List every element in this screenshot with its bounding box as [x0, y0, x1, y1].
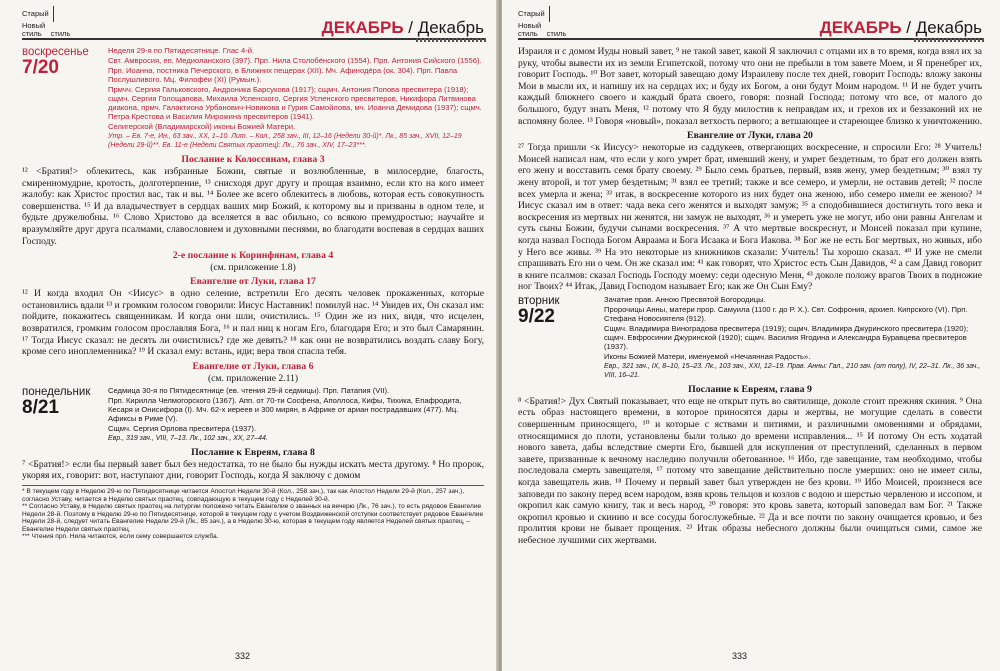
section-ref: (см. приложение 2.11) [207, 372, 299, 384]
section-title: Послание к Евреям, глава 9 [688, 383, 812, 395]
day-date: 9/22 [518, 305, 555, 327]
day-name: понедельник [22, 385, 91, 398]
page-left [0, 0, 498, 671]
style-legend: СтарыйНовый стиль стиль [22, 6, 80, 38]
page-right [502, 0, 1000, 671]
readings: Евр., 319 зач., VIII, 7–13. Лк., 102 зач., XX, 27–44. [108, 434, 268, 442]
page-header [518, 8, 982, 40]
footnotes: * В текущем году в Неделю 29-ю по Пятидесятнице читается Апостол Недели 30-й (Кол., 258 зач.), так как Апостол Недели 29-й (Кол., 257 зач.), согласно Уставу, читается в Неделю святых праотец, совпадающую в текущем году с Неделей 30-й. ** Согласно Уставу, в Неделю святых праотец на литургии положено читать Евангелие о званных на вечерю (Лк., 76 зач.), то есть рядовое Евангелие Недели 28-й. Поэтому в Неделю 29-ю по Пятидесятнице, которой в текущем году с учетом Воздвиженской отступки соответствует рядовое Евангелие Недели 28-й, следует читать Евангелие Недели 29-й (Лк., 85 зач.), а в Неделю 30-ю, которая в текущем году является Неделей святых праотец, – Евангелие Недели святых праотец. *** Чтения прп. Нила читаются, если сему совершается служба. [22, 485, 484, 541]
section-title: Послание к Колоссянам, глава 3 [181, 154, 325, 165]
day-entry-monday [22, 386, 484, 443]
scripture-text: ⁸ <Братия!> Дух Святый показывает, что еще не открыт путь во святилище, доколе стоит прежняя скиния. ⁹ Она есть образ настоящего времени, в которое приносятся дары и жертвы, не могущие сделать в совести совершенным приносящего, ¹⁰ и которые с яствами и питиями, и различными омовениями и обрядами, относящимися до плоти, установлены были только до времени исправления... ¹⁵ И потому Он есть ходатай нового завета, дабы вследствие смерти Его, бывшей для искупления от преступлений, сделанных в первом завете, призванные к вечному наследию получили обетованное. ¹⁶ Ибо, где завещание, там необходимо, чтобы последовала смерть завещателя, ¹⁷ потому что завещание действительно после умерших: оно не имеет силы, когда завещатель жив. ¹⁸ Почему и первый завет был утвержден не без крови. ¹⁹ Ибо Моисей, произнеся все заповеди по закону перед всем народом, взяв кровь тельцов и козлов с водою и шерстью червленою и иссопом, и окропил как самую книгу, так и весь народ, ²⁰ говоря: это кровь завета, который заповедал вам Бог. ²¹ Также окропил кровью и скинию и все сосуды богослужебные. ²² Да и все почти по закону очищается кровью, и без пролития крови не бывает прощения. ²³ Итак образы небесного должны были очищаться сими, самое же небесное лучшими сих жертвами. [518, 395, 982, 546]
day-entry-tuesday [518, 295, 982, 380]
readings: Евр., 321 зач., IX, 8–10, 15–23. Лк., 103 зач., XXI, 12–19. Прав. Анны: Гал., 210 зач. (от полу), IV, 22–31. Лк., 36 зач., VIII, 16–21. [604, 362, 981, 379]
scripture-text: ²⁷ Тогда пришли <к Иисусу> некоторые из саддукеев, отвергающих воскресение, и спросили Его: ²⁸ Учитель! Моисей написал нам, что если у кого умрет брат, имевший жену, и умрет бездетным, то брат его должен взять его жену и восставить семя брату своему. ²⁹ Было семь братьев, первый, взяв жену, умер бездетным; ³⁰ взял ту жену второй, и тот умер бездетным; ³¹ взял ее третий; также и все семеро, и умерли, не оставив детей; ³² после всех умерла и жена; ³³ итак, в воскресение которого из них будет она женою, ибо семеро имели ее женою? ³⁴ Иисус сказал им в ответ: чада века сего женятся и выходят замуж; ³⁵ а сподобившиеся достигнуть того века и воскресения из мертвых ни женятся, ни замуж не выходят, ³⁶ и умереть уже не могут, ибо они равны Ангелам и суть сыны Божии, будучи сынами воскресения. ³⁷ А что мертвые воскреснут, и Моисей показал при купине, когда назвал Господа Богом Авраама и Бога Исаака и Бога Иакова. ³⁸ Бог же не есть Бог мертвых, но живых, ибо у Него все живы. ³⁹ На это некоторые из книжников сказали: Учитель! Ты хорошо сказал. ⁴⁰ И уже не смели спрашивать Его ни о чем. Он же сказал им: ⁴¹ как говорят, что Христос есть Сын Давидов, ⁴² а сам Давид говорит в книге псалмов: сказал Господь Господу моему: седи одесную Меня, ⁴³ доколе положу врагов Твоих в подножие ног Твоих? ⁴⁴ Итак, Давид Господом называет Его; как же Он Сын Ему? [518, 142, 982, 293]
scripture-text: ⁷ <Братия!> если бы первый завет был без недостатка, то не было бы нужды искать места другому. ⁸ Но пророк, укоряя их, говорит: вот, наступают дни, говорит Господь, когда Я заключу с домом [22, 458, 484, 482]
saints-list: Неделя 29-я по Пятидесятнице. Глас 4-й. Свт. Амвросия, еп. Медиоланского (397). Прп. Нила Столобе́нского (1554). Прп. Антония Сийского (1556). Прп. Иоанна, постника Печерского, в Ближних пещерах (XII). Мч. Афиноде́ра (ок. 304). Прп. Павла Послушливого. Мц. Филофе́и (XI) (Румын.). Прмчч. Сергия Гальковского, Андроника Барсукова (1917); сщмч. Антония Попова пресвитера (1918); сщмч. Сергия Голощапова, Михаила Успенского, Сергия Успенского пресвитеров, Никифора Литвинова диакона, прмч. Галактиона Урбанович-Новикова и Гурия Самойлова, мч. Иоанна Демидова (1937); сщмч. Петра Крестова и Василия Мирожина пресвитеров (1941). Селигерской (Владимирской) иконы Божией Матери. Утр. – Ев. 7-е, Ин., 63 зач., XX, 1–10. Лит. – Кол., 258 зач., III, 12–16 (Недели 30-й)*. Лк., 85 зач., XVII, 12–19 (Недели 29-й)**. Ев. 11-е (Недели Святых праотец): Лк., 76 зач., XIV, 17–23***. [108, 46, 484, 150]
month-title: ДЕКАБРЬ / Декабрь [819, 18, 982, 37]
day-date: 8/21 [22, 396, 59, 418]
page-header [22, 8, 484, 40]
section-title: Евангелие от Луки, глава 6 [192, 360, 314, 372]
scripture-text: Израиля и с домом Иуды новый завет, ⁹ не такой завет, какой Я заключил с отцами их в то время, когда взял их за руку, чтобы вывести их из земли Египетской, потому что они не пребыли в том завете Моем, и Я пренебрег их, говорит Господь. ¹⁰ Вот завет, который завещаю дому Израилеву после тех дней, говорит Господь: вложу законы Мои в мысли их, и напишу их на сердцах их; и буду их Богом, а они будут Моим народом. ¹¹ И не будет учить каждый ближнего своего и каждый брата своего, говоря: познай Господа; потому что все, от малого до большого, будут знать Меня, ¹² потому что Я буду милостив к неправдам их, и грехов их и беззаконий их не вспомяну более. ¹³ Говоря «новый», показал ветхость первого; а ветшающее и стареющее близко к уничтожению. [518, 46, 983, 127]
section-title: Евангелие от Луки, глава 20 [687, 130, 813, 142]
month-title: ДЕКАБРЬ / Декабрь [321, 18, 484, 37]
day-name: вторник [518, 294, 560, 307]
header-ornament [416, 38, 486, 42]
day-name: воскресенье [22, 46, 89, 58]
section-title: Евангелие от Луки, глава 17 [190, 276, 316, 288]
section-title: Послание к Евреям, глава 8 [191, 446, 315, 458]
page-number: 332 [235, 651, 251, 661]
style-legend: СтарыйНовый стиль стиль [518, 6, 576, 38]
header-ornament [914, 38, 984, 42]
saints-list: Седмица 30-я по Пятидесятнице (ев. чтения 29-й седмицы). Прп. Патапия (VII). Прп. Кирилла Челмогорского (1367). Апп. от 70-ти Сосфена, Аполлоса, Кифы, Тихика, Епафродита, Кесаря и Онисифора (I). Мч. 62-х иереев и 300 мирян, в Африке от ариан пострадавших (477). Мц. Афиксы в Риме (V). Сщмч. Сергия Орлова пресвитера (1937). Евр., 319 зач., VIII, 7–13. Лк., 102 зач., XX, 27–44. [108, 386, 484, 443]
saints-list: Зачатие прав. Анною Пресвятой Богородицы. Пророчицы Анны, матери прор. Самуила (1100 г. до Р. Х.). Свт. Софрония, архиеп. Кипрского (VI). Прп. Стефана Новосиятеля (912). Сщмч. Владимира Виноградова пресвитера (1919); сщмч. Владимира Джуринского пресвитера (1920); сщмч. Евфросинии Джуринской (1920); сщмч. Василия Ягодина и Александра Буравцева пресвитеров (1937). Иконы Божией Матери, именуемой «Нечаянная Радость». Евр., 321 зач., IX, 8–10, 15–23. Лк., 103 зач., XXI, 12–19. Прав. Анны: Гал., 210 зач. (от полу), IV, 22–31. Лк., 36 зач., VIII, 16–21. [604, 294, 981, 379]
readings: Утр. – Ев. 7-е, Ин., 63 зач., XX, 1–10. Лит. – Кол., 258 зач., III, 12–16 (Недели 30-й)*. Лк., 85 зач., XVII, 12–19 (Недели 29-й)**. Ев. 11-е (Недели Святых праотец): Лк., 76 зач., XIV, 17–23***. [108, 133, 462, 149]
page-number: 333 [732, 651, 748, 661]
section-title: 2-е послание к Коринфянам, глава 4 [172, 250, 334, 262]
section-ref: (см. приложение 1.8) [210, 262, 296, 274]
day-entry-sunday [22, 46, 484, 150]
day-date: 7/20 [22, 57, 59, 78]
scripture-text: ¹² <Братия!> облекитесь, как избранные Божии, святые и возлюбленные, в милосердие, благость, смиренномудрие, кротость, долготерпение, ¹³ снисходя друг другу и прощая взаимно, если кто на кого имеет жалобу: как Христос простил вас, так и вы. ¹⁴ Более же всего облекитесь в любовь, которая есть совокупность совершенства. ¹⁵ И да владычествует в сердцах ваших мир Божий, к которому вы и призваны в одном теле, и будьте дружелюбны. ¹⁶ Слово Христово да вселяется в вас обильно, со всякою премудростью; научайте и вразумляйте друг друга псалмами, славословием и духовными песнями, во благодати воспевая в сердцах ваших Господу. [22, 166, 484, 247]
scripture-text: ¹² И когда входил Он <Иисус> в одно селение, встретили Его десять человек прокаженных, которые остановились вдали ¹³ и громким голосом говорили: Иисус Наставник! помилуй нас. ¹⁴ Увидев их, Он сказал им: пойдите, покажитесь священникам. И когда они шли, очистились. ¹⁵ Один же из них, видя, что исцелен, возвратился, громким голосом прославляя Бога, ¹⁶ и пал ниц к ногам Его, благодаря Его; и это был Самарянин. ¹⁷ Тогда Иисус сказал: не десять ли очистились? где же девять? ¹⁸ как они не возвратились воздать славу Богу, кроме сего иноплеменника? ¹⁹ И сказал ему: встань, иди; вера твоя спасла тебя. [22, 288, 484, 358]
